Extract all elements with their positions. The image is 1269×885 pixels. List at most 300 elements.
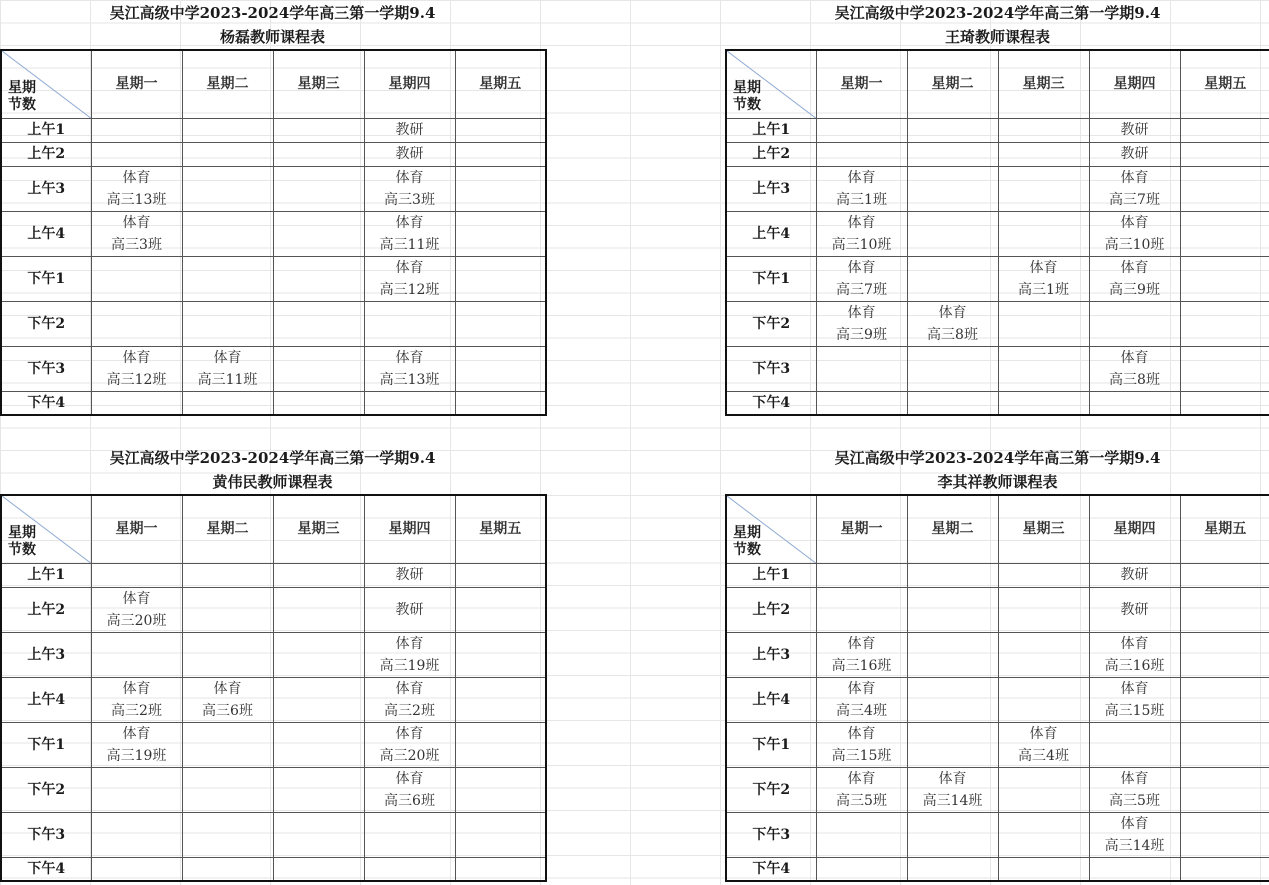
lesson-cell xyxy=(816,301,907,346)
lesson-cell xyxy=(91,346,182,391)
header-row xyxy=(726,495,1269,563)
day-header-cell: 星期一 xyxy=(91,50,182,118)
teacher-schedule-title: 李其祥教师课程表 xyxy=(937,473,1058,491)
lesson-cell xyxy=(1089,256,1180,301)
lesson-cell xyxy=(182,346,273,391)
school-term-title: 吴江高级中学2023-2024学年高三第一学期9.4 xyxy=(109,4,436,22)
lesson-cell xyxy=(182,677,273,722)
lesson-cell xyxy=(1180,857,1269,881)
lesson-cell xyxy=(455,722,546,767)
lesson-cell xyxy=(91,677,182,722)
lesson-cell xyxy=(1180,142,1269,166)
lesson-cell xyxy=(364,677,455,722)
period-row xyxy=(1,346,546,391)
lesson-cell xyxy=(1089,722,1180,767)
lesson-cell xyxy=(1180,301,1269,346)
corner-label-period: 节数 xyxy=(8,96,36,113)
lesson-cell xyxy=(1089,391,1180,415)
lesson-cell xyxy=(907,118,998,142)
corner-label-period: 节数 xyxy=(8,541,36,558)
lesson-cell xyxy=(273,587,364,632)
lesson-subject: 体育 xyxy=(213,680,242,697)
schedule-panel-wang-qi xyxy=(725,0,1269,416)
period-label-cell: 上午4 xyxy=(726,211,816,256)
lesson-cell xyxy=(91,142,182,166)
lesson-cell xyxy=(455,857,546,881)
period-row xyxy=(1,632,546,677)
period-label-cell: 上午3 xyxy=(726,632,816,677)
lesson-class: 高三11班 xyxy=(379,236,440,253)
period-row xyxy=(1,166,546,211)
lesson-cell xyxy=(273,677,364,722)
lesson-class: 高三3班 xyxy=(384,191,435,208)
lesson-cell xyxy=(998,767,1089,812)
lesson-cell xyxy=(273,211,364,256)
lesson-cell xyxy=(907,767,998,812)
period-row xyxy=(726,391,1269,415)
day-header-cell: 星期二 xyxy=(907,495,998,563)
lesson-class: 高三7班 xyxy=(836,281,887,298)
period-label-cell: 下午3 xyxy=(726,346,816,391)
corner-label-week: 星期 xyxy=(733,525,761,541)
lesson-cell xyxy=(907,142,998,166)
lesson-cell xyxy=(998,118,1089,142)
period-label-cell: 上午1 xyxy=(1,563,91,587)
lesson-cell xyxy=(816,391,907,415)
school-term-title: 吴江高级中学2023-2024学年高三第一学期9.4 xyxy=(834,4,1161,22)
lesson-cell xyxy=(816,677,907,722)
lesson-cell xyxy=(455,142,546,166)
lesson-subject: 教研 xyxy=(1120,122,1149,138)
teacher-schedule-title: 王琦教师课程表 xyxy=(944,28,1050,46)
period-label-cell: 上午2 xyxy=(1,142,91,166)
lesson-subject: 体育 xyxy=(847,725,876,742)
period-label-cell: 下午3 xyxy=(1,346,91,391)
lesson-cell xyxy=(998,812,1089,857)
lesson-cell xyxy=(273,346,364,391)
lesson-cell xyxy=(273,391,364,415)
lesson-cell xyxy=(273,563,364,587)
day-header-cell: 星期二 xyxy=(907,50,998,118)
day-header-cell: 星期五 xyxy=(1180,50,1269,118)
lesson-cell xyxy=(182,142,273,166)
lesson-cell xyxy=(998,677,1089,722)
lesson-cell xyxy=(364,722,455,767)
lesson-cell xyxy=(816,166,907,211)
lesson-cell xyxy=(364,142,455,166)
lesson-cell xyxy=(182,632,273,677)
lesson-cell xyxy=(273,767,364,812)
lesson-cell xyxy=(91,563,182,587)
corner-label-period: 节数 xyxy=(733,541,761,558)
lesson-cell xyxy=(816,587,907,632)
day-header-cell: 星期四 xyxy=(1089,50,1180,118)
lesson-subject: 体育 xyxy=(122,349,151,366)
lesson-cell xyxy=(364,767,455,812)
lesson-cell xyxy=(91,722,182,767)
day-header-cell: 星期四 xyxy=(364,50,455,118)
lesson-cell xyxy=(273,301,364,346)
lesson-cell xyxy=(1089,211,1180,256)
lesson-cell xyxy=(1089,563,1180,587)
lesson-cell xyxy=(816,563,907,587)
lesson-subject: 体育 xyxy=(938,304,967,321)
lesson-cell xyxy=(1089,677,1180,722)
corner-header-cell xyxy=(726,495,816,563)
period-row xyxy=(726,812,1269,857)
period-row xyxy=(1,301,546,346)
corner-label-week: 星期 xyxy=(8,80,36,96)
lesson-class: 高三6班 xyxy=(384,792,435,809)
lesson-class: 高三1班 xyxy=(1018,281,1069,298)
lesson-cell xyxy=(364,391,455,415)
lesson-cell xyxy=(907,632,998,677)
lesson-cell xyxy=(1180,767,1269,812)
lesson-cell xyxy=(1180,211,1269,256)
lesson-cell xyxy=(998,166,1089,211)
lesson-subject: 体育 xyxy=(1120,169,1149,186)
lesson-cell xyxy=(182,256,273,301)
header-row xyxy=(1,50,546,118)
lesson-cell xyxy=(816,118,907,142)
lesson-cell xyxy=(998,587,1089,632)
lesson-cell xyxy=(273,166,364,211)
lesson-cell xyxy=(182,391,273,415)
lesson-cell xyxy=(1180,118,1269,142)
lesson-cell xyxy=(998,346,1089,391)
lesson-cell xyxy=(182,587,273,632)
period-label-cell: 下午3 xyxy=(1,812,91,857)
lesson-cell xyxy=(364,857,455,881)
lesson-cell xyxy=(998,722,1089,767)
lesson-subject: 体育 xyxy=(395,349,424,366)
period-label-cell: 上午1 xyxy=(1,118,91,142)
corner-header-cell xyxy=(1,50,91,118)
period-label-cell: 上午2 xyxy=(726,587,816,632)
day-header-cell: 星期四 xyxy=(364,495,455,563)
lesson-cell xyxy=(182,812,273,857)
lesson-cell xyxy=(364,166,455,211)
period-row xyxy=(1,256,546,301)
lesson-cell xyxy=(1180,563,1269,587)
period-label-cell: 下午4 xyxy=(1,857,91,881)
lesson-cell xyxy=(998,142,1089,166)
lesson-cell xyxy=(455,563,546,587)
lesson-cell xyxy=(364,632,455,677)
period-label-cell: 上午3 xyxy=(1,166,91,211)
lesson-subject: 体育 xyxy=(1120,680,1149,697)
day-header-cell: 星期三 xyxy=(273,495,364,563)
lesson-cell xyxy=(455,812,546,857)
lesson-cell xyxy=(907,391,998,415)
lesson-subject: 体育 xyxy=(847,680,876,697)
lesson-cell xyxy=(91,767,182,812)
lesson-cell xyxy=(1089,857,1180,881)
lesson-cell xyxy=(998,857,1089,881)
period-row xyxy=(1,677,546,722)
day-header-cell: 星期一 xyxy=(91,495,182,563)
lesson-cell xyxy=(907,677,998,722)
lesson-cell xyxy=(816,256,907,301)
lesson-subject: 教研 xyxy=(395,122,424,138)
lesson-cell xyxy=(273,722,364,767)
period-label-cell: 上午2 xyxy=(1,587,91,632)
teacher-schedule-title: 杨磊教师课程表 xyxy=(219,28,325,46)
teacher-schedule-title: 黄伟民教师课程表 xyxy=(212,473,333,491)
timetable-grid xyxy=(0,494,547,882)
lesson-cell xyxy=(455,301,546,346)
period-label-cell: 下午1 xyxy=(726,722,816,767)
lesson-cell xyxy=(455,118,546,142)
lesson-cell xyxy=(1089,346,1180,391)
lesson-class: 高三20班 xyxy=(379,747,440,764)
lesson-subject: 体育 xyxy=(122,590,151,607)
period-row xyxy=(726,767,1269,812)
period-label-cell: 下午4 xyxy=(726,391,816,415)
lesson-cell xyxy=(455,346,546,391)
lesson-subject: 体育 xyxy=(122,214,151,231)
schedule-panel-li-qixiang xyxy=(725,445,1269,882)
lesson-cell xyxy=(907,256,998,301)
lesson-cell xyxy=(816,632,907,677)
lesson-cell xyxy=(998,391,1089,415)
day-header-cell: 星期四 xyxy=(1089,495,1180,563)
lesson-subject: 体育 xyxy=(213,349,242,366)
lesson-cell xyxy=(1089,142,1180,166)
period-row xyxy=(726,118,1269,142)
school-term-title: 吴江高级中学2023-2024学年高三第一学期9.4 xyxy=(834,449,1161,467)
lesson-cell xyxy=(273,256,364,301)
corner-header-cell xyxy=(726,50,816,118)
lesson-subject: 教研 xyxy=(1120,146,1149,162)
period-label-cell: 下午4 xyxy=(1,391,91,415)
day-header-cell: 星期三 xyxy=(998,50,1089,118)
lesson-class: 高三2班 xyxy=(111,702,162,719)
lesson-cell xyxy=(1180,812,1269,857)
lesson-subject: 体育 xyxy=(1120,770,1149,787)
lesson-cell xyxy=(91,166,182,211)
period-row xyxy=(726,346,1269,391)
lesson-cell xyxy=(455,632,546,677)
timetable-grid xyxy=(725,49,1269,416)
timetable-grid xyxy=(0,49,547,416)
period-row xyxy=(1,767,546,812)
lesson-cell xyxy=(182,301,273,346)
lesson-cell xyxy=(1089,118,1180,142)
lesson-cell xyxy=(1089,301,1180,346)
lesson-cell xyxy=(1089,812,1180,857)
lesson-subject: 体育 xyxy=(395,259,424,276)
lesson-cell xyxy=(364,301,455,346)
lesson-cell xyxy=(455,587,546,632)
period-label-cell: 上午1 xyxy=(726,118,816,142)
lesson-cell xyxy=(273,857,364,881)
lesson-cell xyxy=(907,346,998,391)
lesson-cell xyxy=(455,256,546,301)
lesson-subject: 教研 xyxy=(395,601,424,618)
lesson-cell xyxy=(91,632,182,677)
lesson-cell xyxy=(455,767,546,812)
lesson-subject: 体育 xyxy=(847,214,876,231)
lesson-cell xyxy=(182,563,273,587)
period-label-cell: 上午4 xyxy=(726,677,816,722)
lesson-class: 高三7班 xyxy=(1109,191,1160,208)
period-row xyxy=(726,256,1269,301)
period-row xyxy=(1,142,546,166)
lesson-cell xyxy=(91,391,182,415)
lesson-class: 高三14班 xyxy=(922,792,983,809)
lesson-subject: 体育 xyxy=(1120,259,1149,276)
period-label-cell: 下午1 xyxy=(1,256,91,301)
lesson-subject: 体育 xyxy=(395,635,424,652)
lesson-class: 高三4班 xyxy=(1018,747,1069,764)
lesson-cell xyxy=(182,767,273,812)
lesson-class: 高三19班 xyxy=(106,747,167,764)
lesson-cell xyxy=(1180,587,1269,632)
lesson-subject: 教研 xyxy=(395,146,424,162)
lesson-class: 高三5班 xyxy=(1109,792,1160,809)
lesson-cell xyxy=(91,256,182,301)
period-row xyxy=(1,391,546,415)
lesson-cell xyxy=(273,118,364,142)
lesson-subject: 体育 xyxy=(847,259,876,276)
lesson-class: 高三5班 xyxy=(836,792,887,809)
lesson-cell xyxy=(1180,256,1269,301)
period-label-cell: 下午2 xyxy=(726,301,816,346)
lesson-cell xyxy=(907,166,998,211)
lesson-subject: 体育 xyxy=(1120,214,1149,231)
period-row xyxy=(726,677,1269,722)
lesson-cell xyxy=(816,211,907,256)
lesson-cell xyxy=(273,142,364,166)
corner-label-week: 星期 xyxy=(733,80,761,96)
period-row xyxy=(1,722,546,767)
lesson-subject: 体育 xyxy=(1029,725,1058,742)
period-row xyxy=(726,587,1269,632)
lesson-subject: 体育 xyxy=(395,770,424,787)
lesson-subject: 体育 xyxy=(395,214,424,231)
lesson-cell xyxy=(998,256,1089,301)
lesson-cell xyxy=(1180,346,1269,391)
corner-label-week: 星期 xyxy=(8,525,36,541)
lesson-subject: 体育 xyxy=(847,635,876,652)
lesson-cell xyxy=(91,301,182,346)
period-label-cell: 下午3 xyxy=(726,812,816,857)
lesson-class: 高三8班 xyxy=(927,326,978,343)
lesson-subject: 教研 xyxy=(1120,601,1149,618)
lesson-subject: 体育 xyxy=(1120,349,1149,366)
lesson-cell xyxy=(816,812,907,857)
lesson-cell xyxy=(816,767,907,812)
lesson-cell xyxy=(364,812,455,857)
lesson-cell xyxy=(998,632,1089,677)
period-label-cell: 上午3 xyxy=(1,632,91,677)
lesson-cell xyxy=(907,563,998,587)
lesson-subject: 体育 xyxy=(1120,815,1149,832)
day-header-cell: 星期五 xyxy=(455,50,546,118)
day-header-cell: 星期三 xyxy=(998,495,1089,563)
day-header-cell: 星期五 xyxy=(1180,495,1269,563)
lesson-class: 高三13班 xyxy=(106,191,167,208)
lesson-cell xyxy=(907,812,998,857)
schedule-panel-yang-lei xyxy=(0,0,545,416)
lesson-subject: 体育 xyxy=(122,725,151,742)
corner-header-cell xyxy=(1,495,91,563)
lesson-cell xyxy=(273,812,364,857)
lesson-class: 高三15班 xyxy=(1104,702,1165,719)
period-row xyxy=(726,563,1269,587)
lesson-cell xyxy=(273,632,364,677)
school-term-title: 吴江高级中学2023-2024学年高三第一学期9.4 xyxy=(109,449,436,467)
lesson-subject: 体育 xyxy=(938,770,967,787)
day-header-cell: 星期二 xyxy=(182,50,273,118)
lesson-class: 高三15班 xyxy=(831,747,892,764)
lesson-cell xyxy=(907,211,998,256)
header-row xyxy=(726,50,1269,118)
lesson-cell xyxy=(816,722,907,767)
day-header-cell: 星期一 xyxy=(816,50,907,118)
period-row xyxy=(1,812,546,857)
lesson-cell xyxy=(364,256,455,301)
lesson-cell xyxy=(182,118,273,142)
period-label-cell: 下午2 xyxy=(1,767,91,812)
lesson-cell xyxy=(1089,587,1180,632)
lesson-cell xyxy=(455,391,546,415)
period-label-cell: 下午2 xyxy=(726,767,816,812)
lesson-class: 高三4班 xyxy=(836,702,887,719)
period-row xyxy=(726,857,1269,881)
lesson-cell xyxy=(91,118,182,142)
lesson-class: 高三3班 xyxy=(111,236,162,253)
period-row xyxy=(1,563,546,587)
lesson-class: 高三16班 xyxy=(1104,657,1165,674)
lesson-cell xyxy=(455,166,546,211)
lesson-cell xyxy=(816,857,907,881)
lesson-subject: 体育 xyxy=(122,680,151,697)
period-row xyxy=(1,118,546,142)
schedule-panel-huang-weimin xyxy=(0,445,545,882)
period-row xyxy=(726,166,1269,211)
period-label-cell: 下午1 xyxy=(1,722,91,767)
lesson-subject: 体育 xyxy=(395,169,424,186)
period-label-cell: 上午4 xyxy=(1,677,91,722)
period-row xyxy=(726,142,1269,166)
header-row xyxy=(1,495,546,563)
day-header-cell: 星期二 xyxy=(182,495,273,563)
lesson-class: 高三6班 xyxy=(202,702,253,719)
lesson-subject: 体育 xyxy=(1120,635,1149,652)
lesson-cell xyxy=(998,563,1089,587)
lesson-cell xyxy=(455,211,546,256)
period-label-cell: 上午1 xyxy=(726,563,816,587)
lesson-subject: 教研 xyxy=(395,567,424,583)
lesson-subject: 体育 xyxy=(395,680,424,697)
lesson-cell xyxy=(364,118,455,142)
period-row xyxy=(1,587,546,632)
lesson-class: 高三19班 xyxy=(379,657,440,674)
lesson-cell xyxy=(907,857,998,881)
lesson-class: 高三10班 xyxy=(1104,236,1165,253)
lesson-subject: 体育 xyxy=(847,770,876,787)
lesson-cell xyxy=(998,211,1089,256)
lesson-class: 高三16班 xyxy=(831,657,892,674)
lesson-class: 高三9班 xyxy=(1109,281,1160,298)
lesson-cell xyxy=(364,563,455,587)
lesson-subject: 教研 xyxy=(1120,567,1149,583)
lesson-cell xyxy=(91,587,182,632)
lesson-class: 高三10班 xyxy=(831,236,892,253)
lesson-cell xyxy=(91,211,182,256)
